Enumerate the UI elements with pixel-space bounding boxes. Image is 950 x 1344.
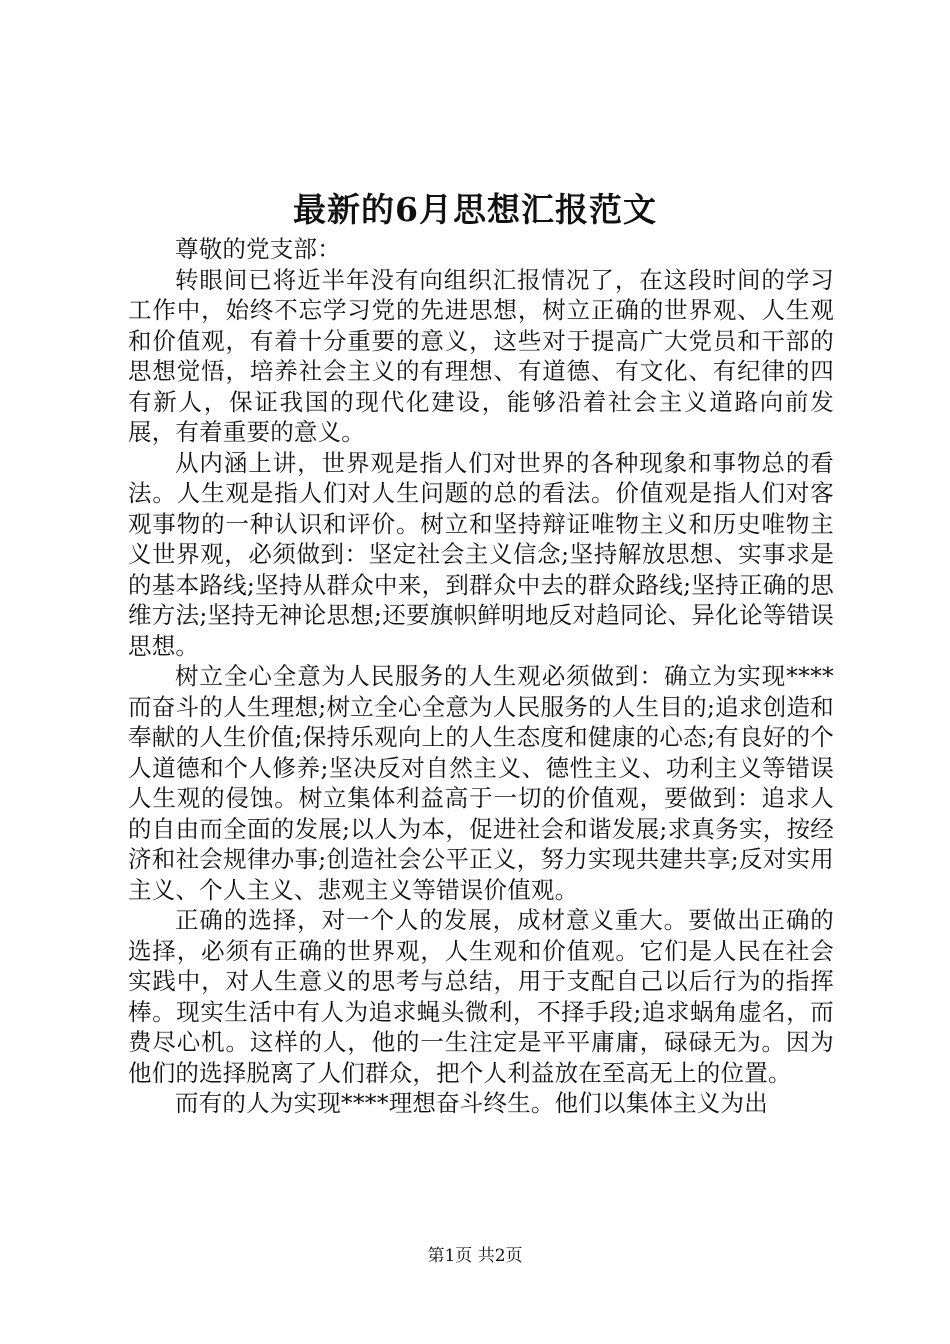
paragraph: 正确的选择，对一个人的发展，成材意义重大。要做出正确的选择，必须有正确的世界观，人生观和价值观。它们是人民在社会实践中，对人生意义的思考与总结，用于支配自己以后行为的指挥棒。现实生活中有人为追求蝇头微利，不择手段;追求蜗角虚名，而费尽心机。这样的人，他的一生注定是平平庸庸，碌碌无为。因为他们的选择脱离了人们群众，把个人利益放在至高无上的位置。: [128, 906, 834, 1087]
document-title: 最新的6月思想汇报范文: [293, 190, 657, 229]
paragraph: 从内涵上讲，世界观是指人们对世界的各种现象和事物总的看法。人生观是指人们对人生问题的总的看法。价值观是指人们对客观事物的一种认识和评价。树立和坚持辩证唯物主义和历史唯物主义世界观，必须做到：坚定社会主义信念;坚持解放思想、实事求是的基本路线;坚持从群众中来，到群众中去的群众路线;坚持正确的思维方法;坚持无神论思想;还要旗帜鲜明地反对趋同论、异化论等错误思想。: [128, 448, 834, 660]
document-body: [128, 234, 834, 1119]
paragraph: 树立全心全意为人民服务的人生观必须做到：确立为实现****而奋斗的人生理想;树立全心全意为人民服务的人生目的;追求创造和奉献的人生价值;保持乐观向上的人生态度和健康的心态;有良好的个人道德和个人修养;坚决反对自然主义、德性主义、功利主义等错误人生观的侵蚀。树立集体利益高于一切的价值观，要做到：追求人的自由而全面的发展;以人为本，促进社会和谐发展;求真务实，按经济和社会规律办事;创造社会公平正义，努力实现共建共享;反对实用主义、个人主义、悲观主义等错误价值观。: [128, 662, 834, 904]
paragraph: 而有的人为实现****理想奋斗终生。他们以集体主义为出: [175, 1089, 768, 1117]
page-footer: 第1页 共2页: [427, 1246, 523, 1266]
paragraph: 转眼间已将近半年没有向组织汇报情况了，在这段时间的学习工作中，始终不忘学习党的先进思想，树立正确的世界观、人生观和价值观，有着十分重要的意义，这些对于提高广大党员和干部的思想觉悟，培养社会主义的有理想、有道德、有文化、有纪律的四有新人，保证我国的现代化建设，能够沿着社会主义道路向前发展，有着重要的意义。: [128, 265, 834, 446]
salutation: 尊敬的党支部：: [175, 235, 341, 263]
